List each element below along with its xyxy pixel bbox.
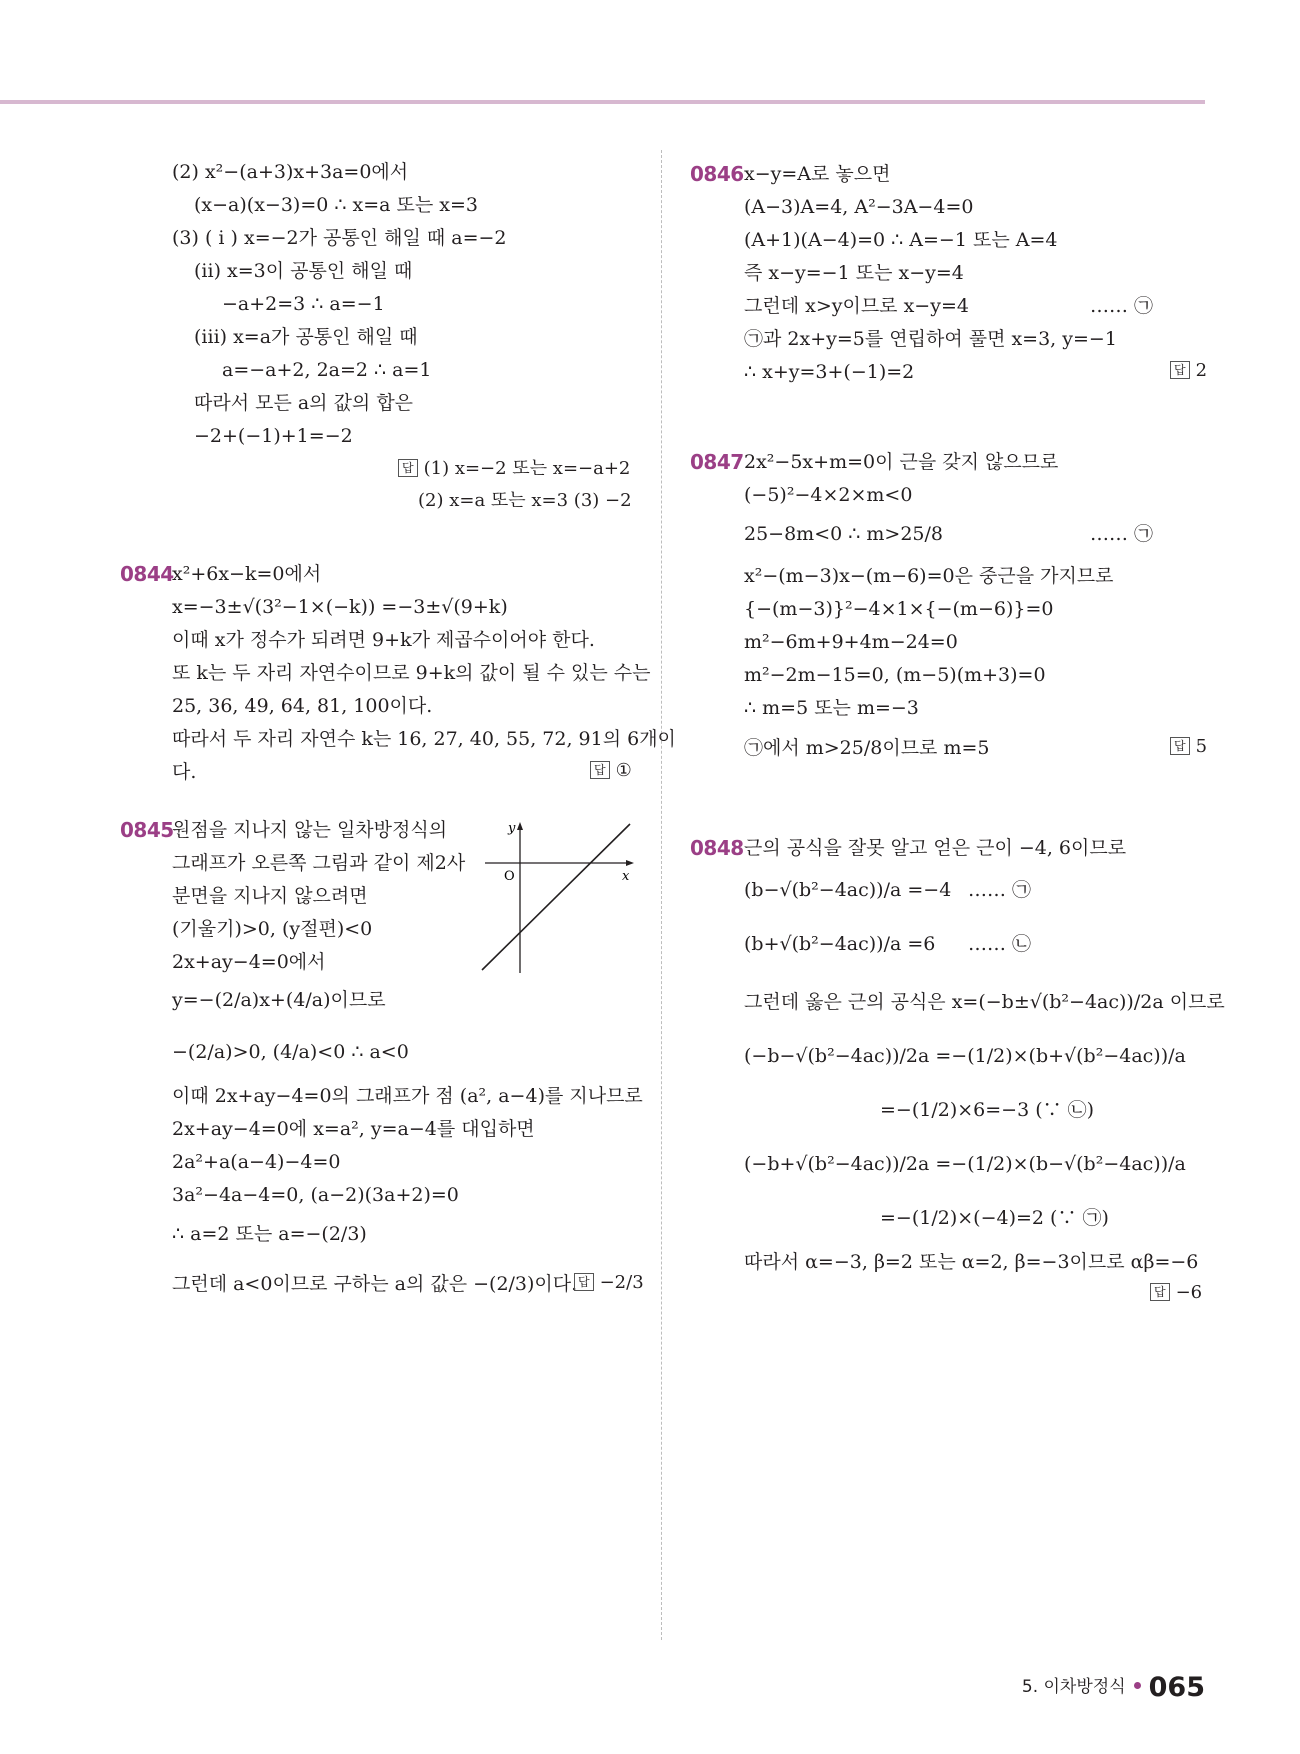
column-divider xyxy=(661,150,662,1640)
solution-line: (−b+√(b²−4ac))/2a =−(1/2)×(b−√(b²−4ac))/a xyxy=(744,1153,1186,1175)
solution-line: ∴ x+y=3+(−1)=2 xyxy=(744,361,915,383)
answer-text: ① xyxy=(615,760,632,781)
solution-line: 그래프가 오른쪽 그림과 같이 제2사 xyxy=(172,852,466,874)
solution-line: 근의 공식을 잘못 알고 얻은 근이 −4, 6이므로 xyxy=(744,837,1127,859)
solution-line: {−(m−3)}²−4×1×{−(m−6)}=0 xyxy=(744,598,1054,620)
solution-line: −(2/a)>0, (4/a)<0 ∴ a<0 xyxy=(172,1041,409,1063)
origin-label: O xyxy=(504,869,515,884)
answer-mark: 답 xyxy=(398,459,418,477)
solution-line: 2a²+a(a−4)−4=0 xyxy=(172,1151,341,1173)
solution-line: ㉠에서 m>25/8이므로 m=5 xyxy=(744,737,990,759)
equation-tag: …… ㉠ xyxy=(1090,523,1154,545)
answer-mark: 답 xyxy=(1170,361,1190,379)
answer-line xyxy=(1170,360,1207,381)
answer-line xyxy=(574,1272,644,1293)
top-rule xyxy=(0,100,1205,104)
solution-line: (기울기)>0, (y절편)<0 xyxy=(172,918,373,940)
answer-line: (2) x=a 또는 x=3 (3) −2 xyxy=(418,490,632,511)
solution-line: x²+6x−k=0에서 xyxy=(172,563,322,585)
problem-number: 0844 xyxy=(120,562,174,586)
line-graph xyxy=(480,818,640,978)
solution-line: 원점을 지나지 않는 일차방정식의 xyxy=(172,819,448,841)
equation-tag: …… ㉠ xyxy=(1090,295,1154,317)
solution-line: 즉 x−y=−1 또는 x−y=4 xyxy=(744,262,964,284)
solution-line: a=−a+2, 2a=2 ∴ a=1 xyxy=(222,359,432,381)
solution-line: −a+2=3 ∴ a=−1 xyxy=(222,293,385,315)
answer-text: 2 xyxy=(1195,360,1208,381)
solution-line: 이때 2x+ay−4=0의 그래프가 점 (a², a−4)를 지나므로 xyxy=(172,1085,643,1107)
x-axis-label: x xyxy=(622,869,630,884)
solution-line: (ii) x=3이 공통인 해일 때 xyxy=(194,260,413,282)
solution-line: (−5)²−4×2×m<0 xyxy=(744,484,913,506)
x-axis-arrow xyxy=(626,860,634,866)
page-number: 065 xyxy=(1148,1672,1205,1703)
solution-line: x=−3±√(3²−1×(−k)) =−3±√(9+k) xyxy=(172,596,508,618)
solution-line: 2x+ay−4=0에 x=a², y=a−4를 대입하면 xyxy=(172,1118,535,1140)
answer-text: −6 xyxy=(1175,1282,1203,1303)
problem-number: 0846 xyxy=(690,162,744,186)
solution-line: (A−3)A=4, A²−3A−4=0 xyxy=(744,196,974,218)
solution-line: 따라서 두 자리 자연수 k는 16, 27, 40, 55, 72, 91의 6개이 xyxy=(172,728,676,750)
y-axis-arrow xyxy=(517,822,523,830)
y-axis-label: y xyxy=(508,821,516,836)
solution-line: 25, 36, 49, 64, 81, 100이다. xyxy=(172,695,433,717)
answer-line xyxy=(1150,1282,1202,1303)
graph-line xyxy=(482,824,630,970)
solution-line: 분면을 지나지 않으려면 xyxy=(172,885,368,907)
problem-number: 0847 xyxy=(690,450,744,474)
problem-number: 0845 xyxy=(120,818,174,842)
solution-line: =−(1/2)×6=−3 (∵ ㉡) xyxy=(880,1099,1095,1121)
solution-line: x−y=A로 놓으면 xyxy=(744,163,891,185)
footer-dot xyxy=(1134,1682,1141,1689)
solution-line: (2) x²−(a+3)x+3a=0에서 xyxy=(172,161,409,183)
solution-line: (3) ( i ) x=−2가 공통인 해일 때 a=−2 xyxy=(172,227,507,249)
solution-line: 다. xyxy=(172,761,197,783)
solution-line: m²−6m+9+4m−24=0 xyxy=(744,631,958,653)
answer-line xyxy=(1170,736,1207,757)
page-footer xyxy=(1022,1672,1205,1703)
solution-line: (b+√(b²−4ac))/a =6 xyxy=(744,933,936,955)
solution-line: 2x²−5x+m=0이 근을 갖지 않으므로 xyxy=(744,451,1059,473)
answer-text: 5 xyxy=(1195,736,1208,757)
solution-line: (iii) x=a가 공통인 해일 때 xyxy=(194,326,418,348)
answer-mark: 답 xyxy=(590,761,610,779)
solution-line: 25−8m<0 ∴ m>25/8 xyxy=(744,523,943,545)
solution-line: 따라서 모든 a의 값의 합은 xyxy=(194,392,414,414)
solution-line: ㉠과 2x+y=5를 연립하여 풀면 x=3, y=−1 xyxy=(744,328,1117,350)
solution-line: 3a²−4a−4=0, (a−2)(3a+2)=0 xyxy=(172,1184,459,1206)
solution-line: 따라서 α=−3, β=2 또는 α=2, β=−3이므로 αβ=−6 xyxy=(744,1251,1199,1273)
problem-number: 0848 xyxy=(690,836,744,860)
equation-tag: …… ㉠ xyxy=(968,879,1032,901)
solution-line: 또 k는 두 자리 자연수이므로 9+k의 값이 될 수 있는 수는 xyxy=(172,662,651,684)
solution-line: 그런데 x>y이므로 x−y=4 xyxy=(744,295,969,317)
answer-mark: 답 xyxy=(1170,737,1190,755)
solution-line: 그런데 a<0이므로 구하는 a의 값은 −(2/3)이다. xyxy=(172,1273,578,1295)
solution-line: 이때 x가 정수가 되려면 9+k가 제곱수이어야 한다. xyxy=(172,629,595,651)
solution-line: (x−a)(x−3)=0 ∴ x=a 또는 x=3 xyxy=(194,194,478,216)
solution-line: 2x+ay−4=0에서 xyxy=(172,951,326,973)
answer-mark: 답 xyxy=(1150,1283,1170,1301)
chapter-title: 5. 이차방정식 xyxy=(1021,1677,1126,1697)
answer-line xyxy=(590,760,632,781)
solution-line: ∴ m=5 또는 m=−3 xyxy=(744,697,919,719)
solution-line: −2+(−1)+1=−2 xyxy=(194,425,353,447)
answer-line xyxy=(398,454,630,480)
solution-line: =−(1/2)×(−4)=2 (∵ ㉠) xyxy=(880,1207,1109,1229)
answer-text: (1) x=−2 또는 x=−a+2 xyxy=(423,458,631,479)
solution-line: (A+1)(A−4)=0 ∴ A=−1 또는 A=4 xyxy=(744,229,1058,251)
solution-line: (−b−√(b²−4ac))/2a =−(1/2)×(b+√(b²−4ac))/a xyxy=(744,1045,1186,1067)
solution-line: (b−√(b²−4ac))/a =−4 xyxy=(744,879,952,901)
solution-line: 그런데 옳은 근의 공식은 x=(−b±√(b²−4ac))/2a 이므로 xyxy=(744,991,1225,1013)
solution-line: ∴ a=2 또는 a=−(2/3) xyxy=(172,1223,367,1245)
solution-line: y=−(2/a)x+(4/a)이므로 xyxy=(172,989,386,1011)
solution-line: m²−2m−15=0, (m−5)(m+3)=0 xyxy=(744,664,1046,686)
solution-line: x²−(m−3)x−(m−6)=0은 중근을 가지므로 xyxy=(744,565,1114,587)
answer-mark: 답 xyxy=(574,1273,594,1291)
answer-text: −2/3 xyxy=(599,1272,644,1293)
equation-tag: …… ㉡ xyxy=(968,933,1032,955)
